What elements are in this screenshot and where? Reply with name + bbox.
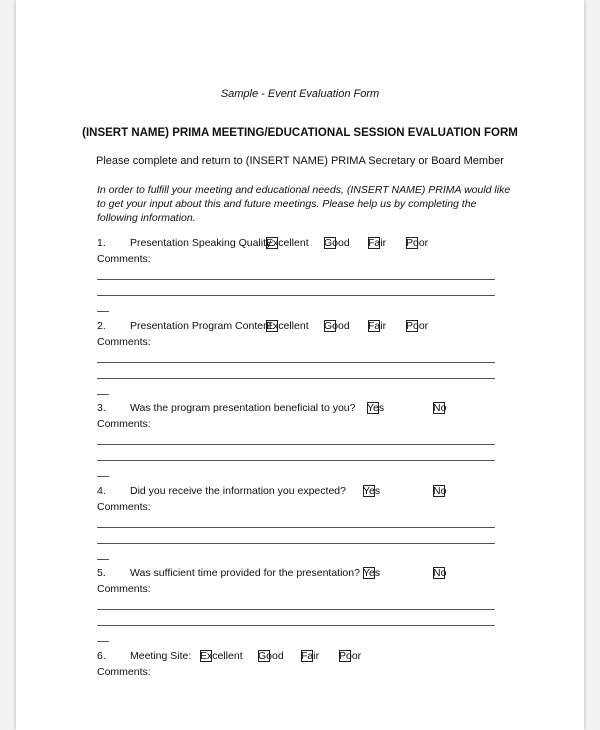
comment-line[interactable] (97, 625, 495, 627)
comment-line[interactable] (97, 279, 495, 281)
question-text: Was sufficient time provided for the presentation? (130, 567, 360, 579)
comments-label: Comments: (97, 418, 151, 430)
comment-line[interactable] (97, 543, 495, 545)
comment-line[interactable] (97, 295, 495, 297)
question-5: 5. Was sufficient time provided for the presentation? Yes No Comments: (97, 567, 517, 643)
question-text: Presentation Speaking Quality: (130, 237, 275, 249)
comment-line[interactable] (97, 527, 495, 529)
comments-label: Comments: (97, 583, 151, 595)
question-number: 1. (97, 237, 106, 249)
form-title: Sample - Event Evaluation Form (220, 88, 380, 100)
comments-label: Comments: (97, 501, 151, 513)
comment-line[interactable] (97, 476, 109, 478)
question-4: 4. Did you receive the information you expected? Yes No Comments: (97, 485, 517, 561)
comments-label: Comments: (97, 666, 151, 678)
comment-line[interactable] (97, 311, 109, 313)
question-number: 3. (97, 402, 106, 414)
question-text: Presentation Program Content: (130, 320, 275, 332)
form-subheading: Please complete and return to (INSERT NAME) PRIMA Secretary or Board Member (96, 155, 504, 167)
comment-line[interactable] (97, 559, 109, 561)
question-1: 1. Presentation Speaking Quality: Excellent Good Fair Poor Comments: (97, 237, 517, 313)
document-page (16, 0, 584, 730)
question-text: Was the program presentation beneficial to you? (130, 402, 356, 414)
comment-line[interactable] (97, 444, 495, 446)
form-heading: (INSERT NAME) PRIMA MEETING/EDUCATIONAL SESSION EVALUATION FORM (82, 127, 518, 139)
question-3: 3. Was the program presentation beneficial to you? Yes No Comments: (97, 402, 517, 478)
question-text: Meeting Site: (130, 650, 192, 662)
comment-line[interactable] (97, 641, 109, 643)
intro-paragraph: In order to fulfill your meeting and educational needs, (INSERT NAME) PRIMA would like to get your input about this and future meetings. Please help us by completing the following information. (97, 184, 511, 224)
question-number: 2. (97, 320, 106, 332)
comment-line[interactable] (97, 394, 109, 396)
comment-line[interactable] (97, 362, 495, 364)
question-number: 6. (97, 650, 106, 662)
question-number: 4. (97, 485, 106, 497)
question-text: Did you receive the information you expected? (130, 485, 346, 497)
comment-line[interactable] (97, 609, 495, 611)
question-2: 2. Presentation Program Content: Excellent Good Fair Poor Comments: (97, 320, 517, 396)
comments-label: Comments: (97, 253, 151, 265)
question-number: 5. (97, 567, 106, 579)
comment-line[interactable] (97, 460, 495, 462)
comment-line[interactable] (97, 378, 495, 380)
question-6: 6. Meeting Site: Excellent Good Fair Poor Comments: (97, 650, 517, 680)
comments-label: Comments: (97, 336, 151, 348)
